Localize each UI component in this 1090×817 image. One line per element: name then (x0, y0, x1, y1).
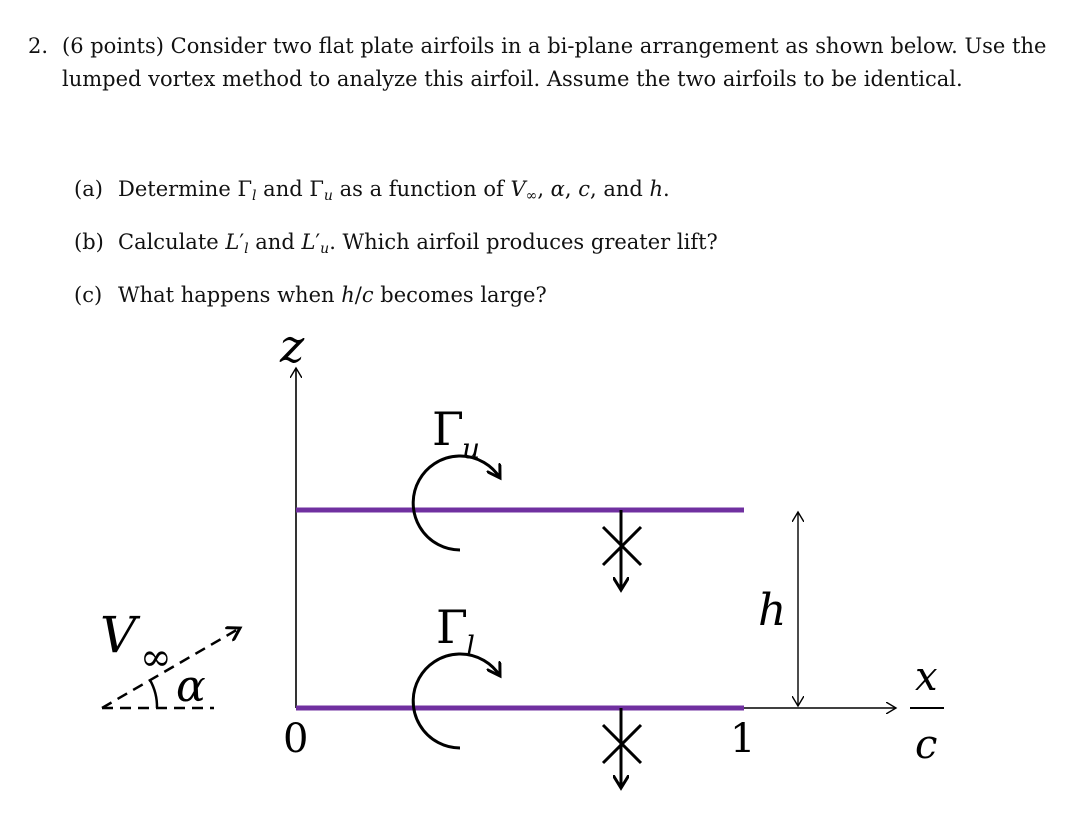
part-a: (a) Determine $\Gamma_l$ and $\Gamma_u$ as a function of $V_\infty$, α, c, and h. (74, 166, 718, 219)
freestream-subscript: ∞ (140, 635, 172, 679)
upper-control-point (603, 510, 641, 590)
part-b-text-1: Calculate (118, 230, 226, 254)
part-a-text-3: as a function of (332, 177, 511, 201)
problem-text: (6 points) Consider two flat plate airfoils in a bi-plane arrangement as shown below. Use the lumped vortex method to analyze this airfoil. Assume the two airfoils to be identical. (62, 34, 1047, 91)
lower-vortex-symbol: Γ (436, 600, 468, 654)
part-b-text-3: . Which airfoil produces greater lift? (329, 230, 718, 254)
part-b-text-2: and (248, 230, 302, 254)
upper-vortex-symbol: Γ (432, 402, 464, 456)
part-b-label: (b) (74, 230, 104, 254)
part-b: (b) Calculate $L'_l$ and $L'_u$. Which airfoil produces greater lift? (74, 219, 718, 272)
part-c-text-1: What happens when (118, 283, 342, 307)
part-a-text-2: and (256, 177, 310, 201)
upper-vortex-arc (413, 456, 500, 550)
freestream-symbol: V (100, 606, 137, 664)
part-a-text-1: Determine (118, 177, 238, 201)
part-a-text-4: , and (589, 177, 650, 201)
upper-vortex-subscript: u (462, 432, 481, 465)
angle-of-attack-symbol: α (176, 661, 206, 712)
lower-control-point (603, 708, 641, 788)
tick-label-1: 1 (730, 716, 756, 762)
lower-vortex-arc (413, 654, 500, 748)
problem-number: 2. (28, 34, 49, 58)
lower-vortex-subscript: l (466, 630, 475, 663)
part-c-text-2: becomes large? (373, 283, 547, 307)
x-axis-label-denominator: c (915, 722, 938, 768)
part-c-label: (c) (74, 283, 103, 307)
gap-label: h (758, 585, 787, 636)
z-axis-label: z (280, 319, 305, 373)
angle-of-attack-arc (150, 680, 157, 708)
part-a-label: (a) (74, 177, 103, 201)
x-axis-label-numerator: x (915, 654, 938, 700)
part-c: (c) What happens when h/c becomes large? (74, 272, 718, 318)
tick-label-0: 0 (283, 716, 309, 762)
